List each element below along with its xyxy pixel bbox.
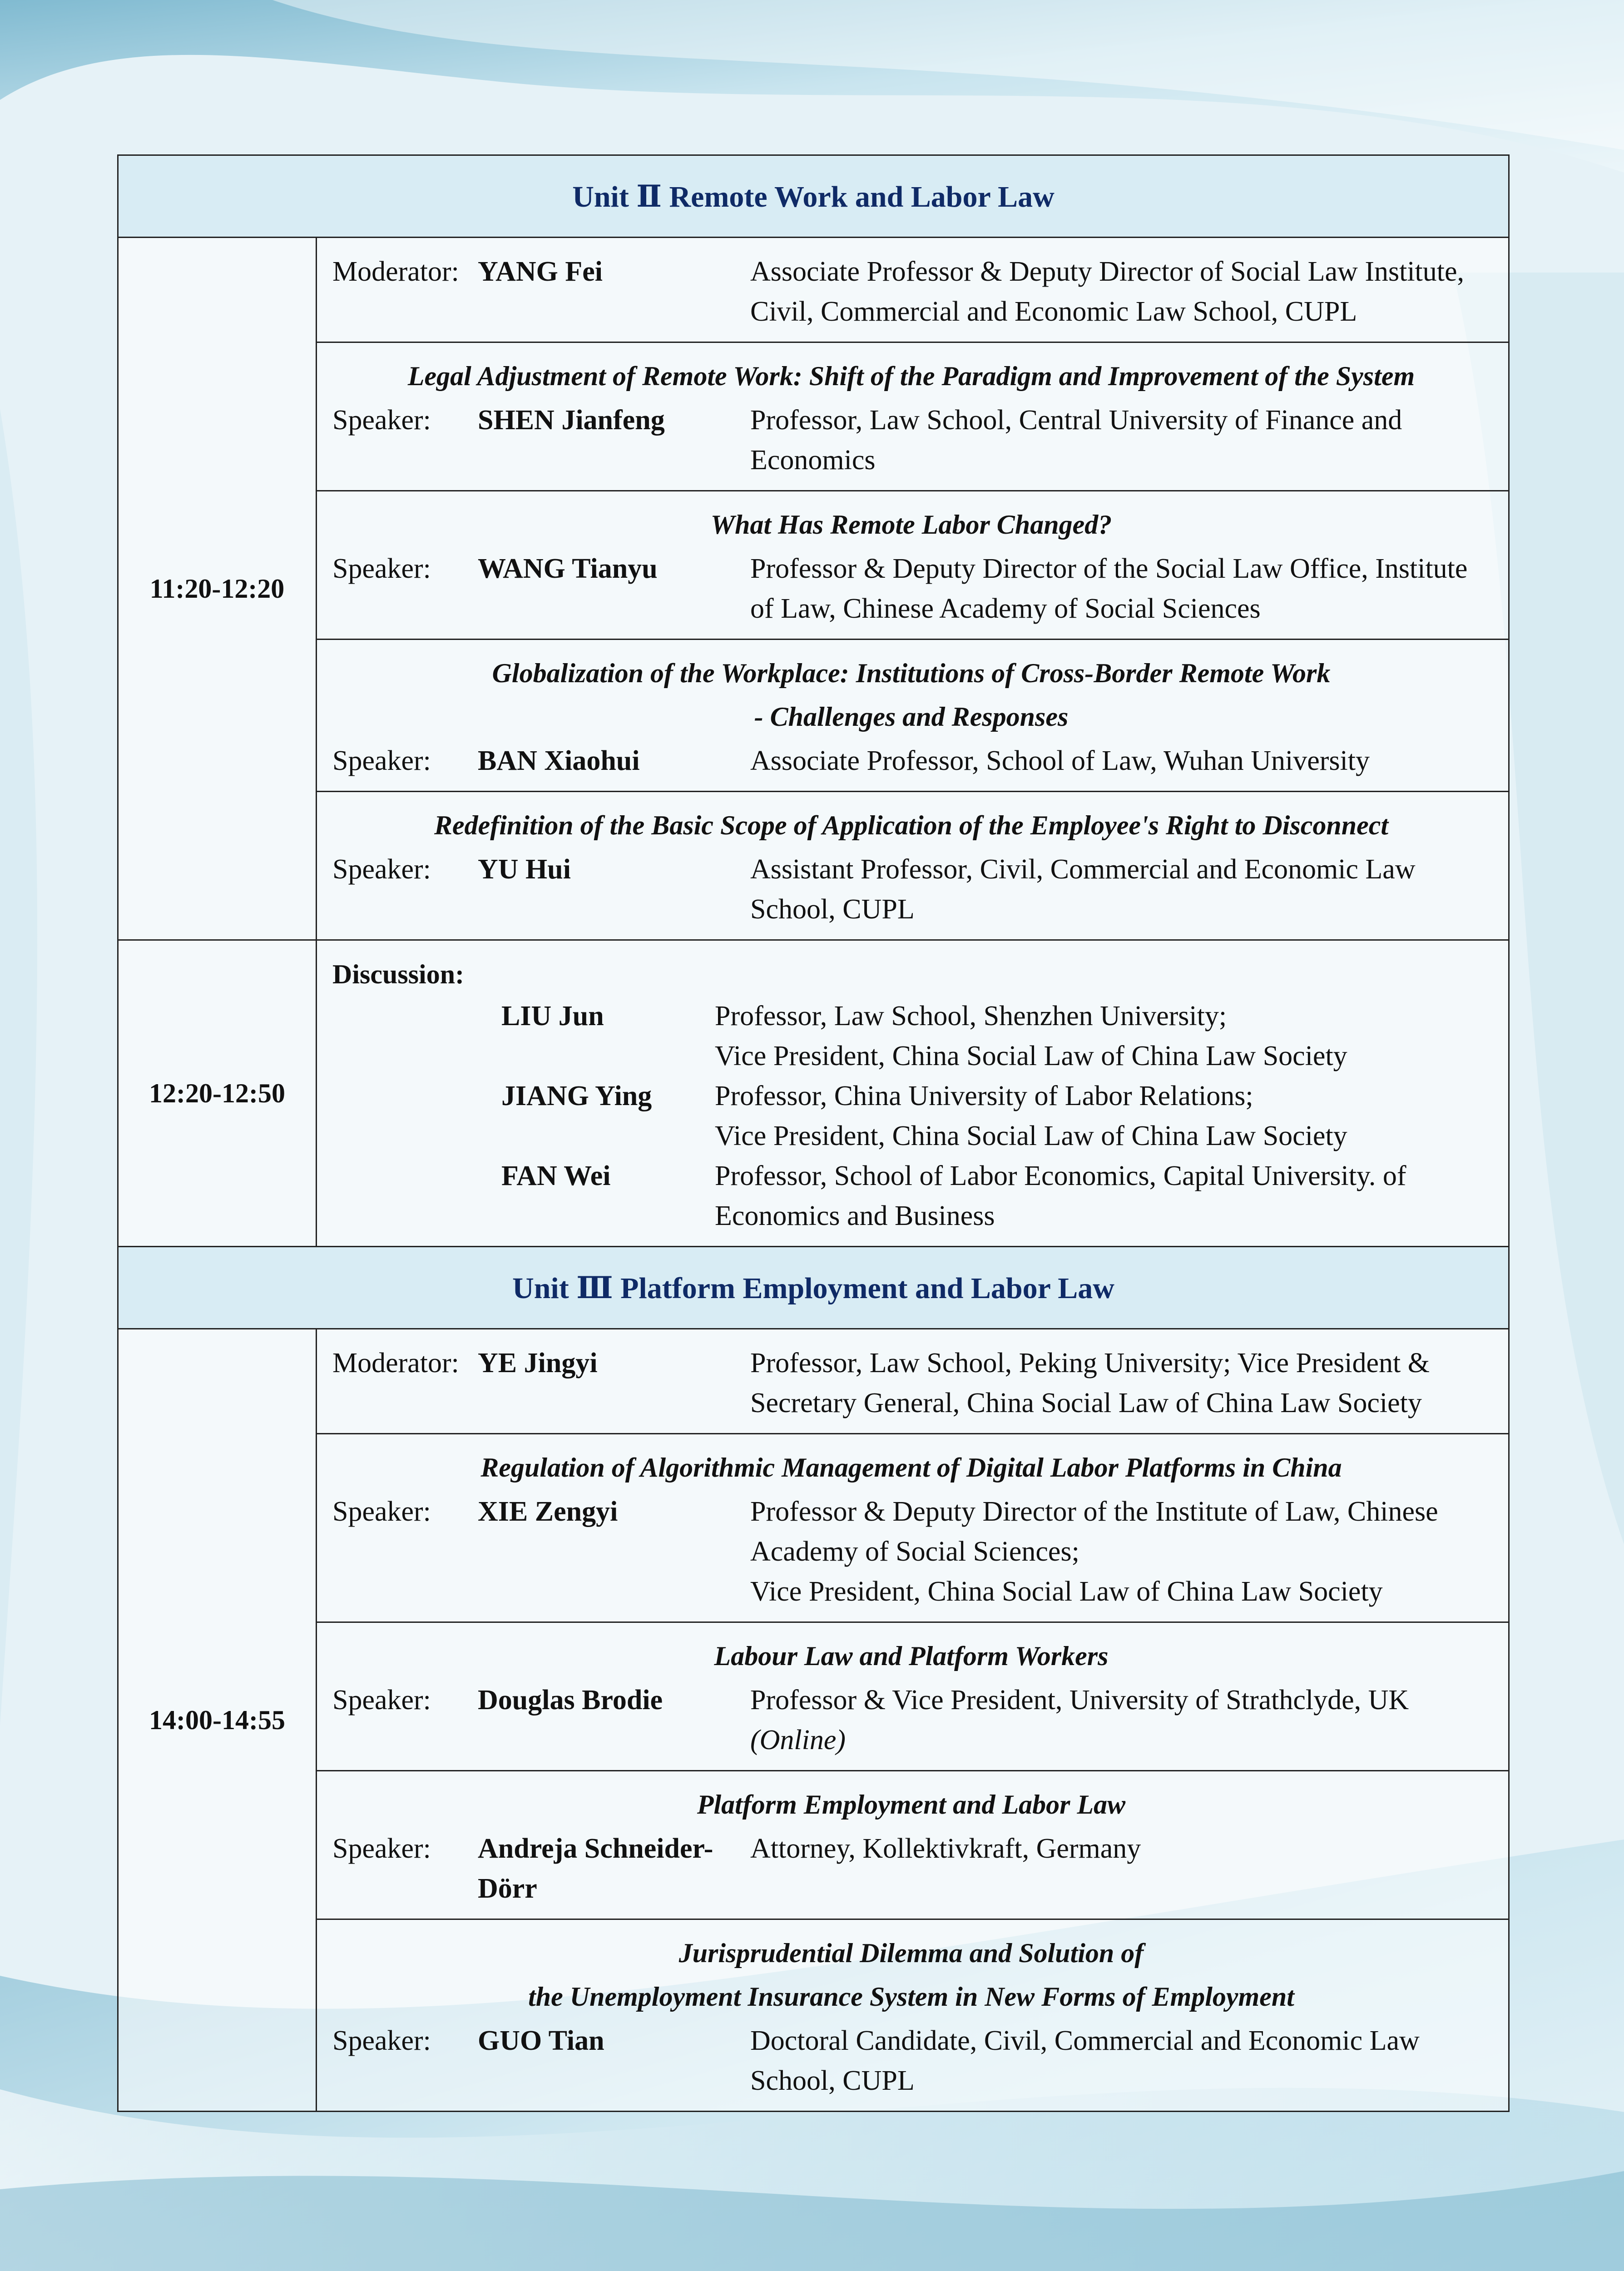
talk <box>317 639 1508 791</box>
discussant <box>332 1156 1490 1236</box>
affiliation: Professor & Deputy Director of the Institute of Law, Chinese Academy of Social Sciences; <box>750 1496 1438 1567</box>
person-name: WANG Tianyu <box>478 553 658 584</box>
role-label: Speaker: <box>332 2025 431 2056</box>
talk <box>317 1433 1508 1621</box>
role-label: Speaker: <box>332 1496 431 1527</box>
affiliation: Attorney, Kollektivkraft, Germany <box>750 1833 1141 1864</box>
affiliation: Associate Professor, School of Law, Wuhan University <box>750 745 1370 776</box>
person-name: YE Jingyi <box>478 1348 598 1378</box>
program-table <box>117 154 1510 2112</box>
moderator-row <box>317 1329 1508 1433</box>
affiliation: Associate Professor & Deputy Director of Social Law Institute, Civil, Commercial and Economic Law School, CUPL <box>750 256 1465 327</box>
discussion-label: Discussion <box>332 959 456 989</box>
talk <box>317 1919 1508 2111</box>
unit-3-title: Unit Ⅲ Platform Employment and Labor Law <box>119 1246 1508 1328</box>
affiliation: Professor, Law School, Shenzhen University; <box>715 1001 1227 1031</box>
person-name: XIE Zengyi <box>478 1496 618 1527</box>
talk-title: Legal Adjustment of Remote Work: Shift of the Paradigm and Improvement of the System <box>407 361 1415 391</box>
role-label: Speaker: <box>332 553 431 584</box>
affiliation: Assistant Professor, Civil, Commercial and Economic Law School, CUPL <box>750 854 1416 925</box>
person-name: JIANG Ying <box>501 1081 652 1111</box>
affiliation: Professor, School of Labor Economics, Capital University. of Economics and Business <box>715 1160 1406 1231</box>
talk-title: Globalization of the Workplace: Institutions of Cross-Border Remote Work <box>492 658 1331 688</box>
time-slot: 14:00-14:55 <box>119 1329 317 2111</box>
online-note: (Online) <box>750 1725 846 1755</box>
discussant <box>332 1076 1490 1156</box>
person-name: LIU Jun <box>501 1001 604 1031</box>
moderator-row <box>317 238 1508 342</box>
session-1120-1220 <box>119 237 1508 939</box>
unit-2-title: Unit Ⅱ Remote Work and Labor Law <box>119 156 1508 237</box>
role-label: Speaker: <box>332 1685 431 1716</box>
talk-title: Jurisprudential Dilemma and Solution of <box>678 1938 1144 1968</box>
affiliation: Professor & Deputy Director of the Social Law Office, Institute of Law, Chinese Academy of Social Sciences <box>750 553 1468 624</box>
talk-subtitle: - Challenges and Responses <box>754 702 1069 732</box>
person-name: Andreja Schneider-Dörr <box>478 1833 713 1904</box>
talk <box>317 342 1508 490</box>
affiliation: Professor, Law School, Peking University; Vice President & Secretary General, China Social Law of China Law Society <box>750 1348 1430 1418</box>
affiliation: Doctoral Candidate, Civil, Commercial and Economic Law School, CUPL <box>750 2025 1420 2096</box>
person-name: GUO Tian <box>478 2025 604 2056</box>
time-slot: 12:20-12:50 <box>119 941 317 1246</box>
talk-subtitle: the Unemployment Insurance System in New Forms of Employment <box>528 1982 1294 2012</box>
talk <box>317 490 1508 639</box>
affiliation: Vice President, China Social Law of China Law Society <box>750 1576 1383 1607</box>
discussant <box>332 996 1490 1076</box>
role-label: Moderator: <box>332 256 459 287</box>
talk <box>317 1770 1508 1919</box>
person-name: FAN Wei <box>501 1160 611 1191</box>
talk-title: Platform Employment and Labor Law <box>697 1790 1126 1820</box>
talk <box>317 791 1508 939</box>
person-name: YU Hui <box>478 854 571 885</box>
session-1400-1455 <box>119 1328 1508 2111</box>
role-label: Speaker: <box>332 405 431 436</box>
talk-title: Regulation of Algorithmic Management of Digital Labor Platforms in China <box>480 1453 1342 1483</box>
role-label: Speaker: <box>332 1833 431 1864</box>
time-slot: 11:20-12:20 <box>119 238 317 939</box>
affiliation: Professor & Vice President, University of Strathclyde, UK <box>750 1685 1409 1716</box>
affiliation: Professor, Law School, Central University of Finance and Economics <box>750 405 1402 476</box>
person-name: YANG Fei <box>478 256 603 287</box>
session-1220-1250 <box>119 939 1508 1246</box>
talk-title: Labour Law and Platform Workers <box>714 1641 1109 1671</box>
talk-title: Redefinition of the Basic Scope of Application of the Employee's Right to Disconnect <box>434 810 1389 840</box>
affiliation: Vice President, China Social Law of China Law Society <box>715 1121 1347 1151</box>
talk-title: What Has Remote Labor Changed? <box>710 510 1112 540</box>
person-name: BAN Xiaohui <box>478 745 640 776</box>
affiliation: Professor, China University of Labor Relations; <box>715 1081 1253 1111</box>
affiliation: Vice President, China Social Law of China Law Society <box>715 1041 1347 1071</box>
role-label: Speaker: <box>332 745 431 776</box>
role-label: Moderator: <box>332 1348 459 1378</box>
person-name: Douglas Brodie <box>478 1685 663 1716</box>
person-name: SHEN Jianfeng <box>478 405 665 436</box>
discussion: Discussion: LIU Jun Professor, Law School, Shenzhen University; Vice President, China Social Law of China Law Society JIANG Ying Professor, China University of Labor Relations; Vice President, China Social Law of China Law Society FAN Wei Professor, School of Labor Economics, Capital University. of Economics and Business <box>317 941 1508 1246</box>
talk <box>317 1621 1508 1770</box>
role-label: Speaker: <box>332 854 431 885</box>
